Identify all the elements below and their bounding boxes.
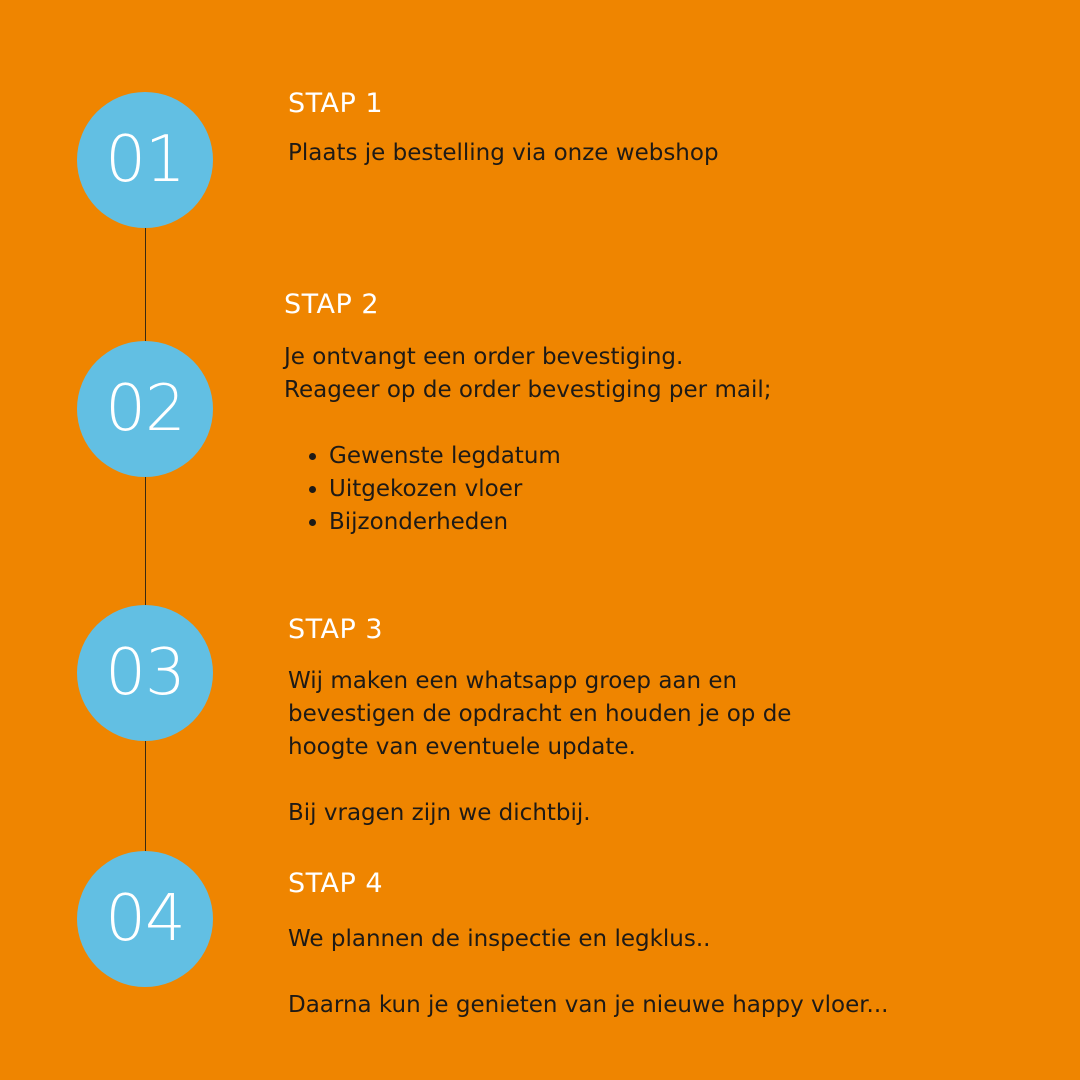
bullet-item: • Uitgekozen vloer [329, 473, 1044, 506]
step-2-text [284, 341, 1044, 539]
step-2-number: 02 [105, 372, 185, 446]
step-3-number: 03 [105, 636, 185, 710]
step-3-line: hoogte van eventuele update. [288, 734, 636, 760]
step-1-text [288, 137, 1048, 170]
step-3-number-circle [77, 605, 213, 741]
step-4-number-circle [77, 851, 213, 987]
step-1-title: STAP 1 [288, 88, 384, 119]
step-3-line: Wij maken een whatsapp groep aan en [288, 668, 738, 694]
step-3-extra: Bij vragen zijn we dichtbij. [288, 800, 591, 826]
step-3-line: bevestigen de opdracht en houden je op de [288, 701, 792, 727]
bullet-item: • Gewenste legdatum [329, 440, 1044, 473]
step-2-line: Je ontvangt een order bevestiging. [284, 344, 684, 370]
step-2-title: STAP 2 [284, 289, 380, 320]
step-4-text [288, 923, 1048, 1022]
step-2-bullet-list [284, 440, 1044, 539]
step-4-title: STAP 4 [288, 868, 384, 899]
step-1-line: Plaats je bestelling via onze webshop [288, 140, 719, 166]
step-4-number: 04 [105, 882, 185, 956]
step-3-title: STAP 3 [288, 614, 384, 645]
step-4-line: We plannen de inspectie en legklus.. [288, 926, 711, 952]
step-2-line: Reageer op de order bevestiging per mail; [284, 377, 772, 403]
step-3-text [288, 665, 1048, 830]
step-2-number-circle [77, 341, 213, 477]
step-1-number: 01 [105, 123, 185, 197]
step-4-extra: Daarna kun je genieten van je nieuwe happy vloer... [288, 992, 889, 1018]
timeline-connector [145, 160, 146, 920]
bullet-item: • Bijzonderheden [329, 506, 1044, 539]
step-1-number-circle [77, 92, 213, 228]
